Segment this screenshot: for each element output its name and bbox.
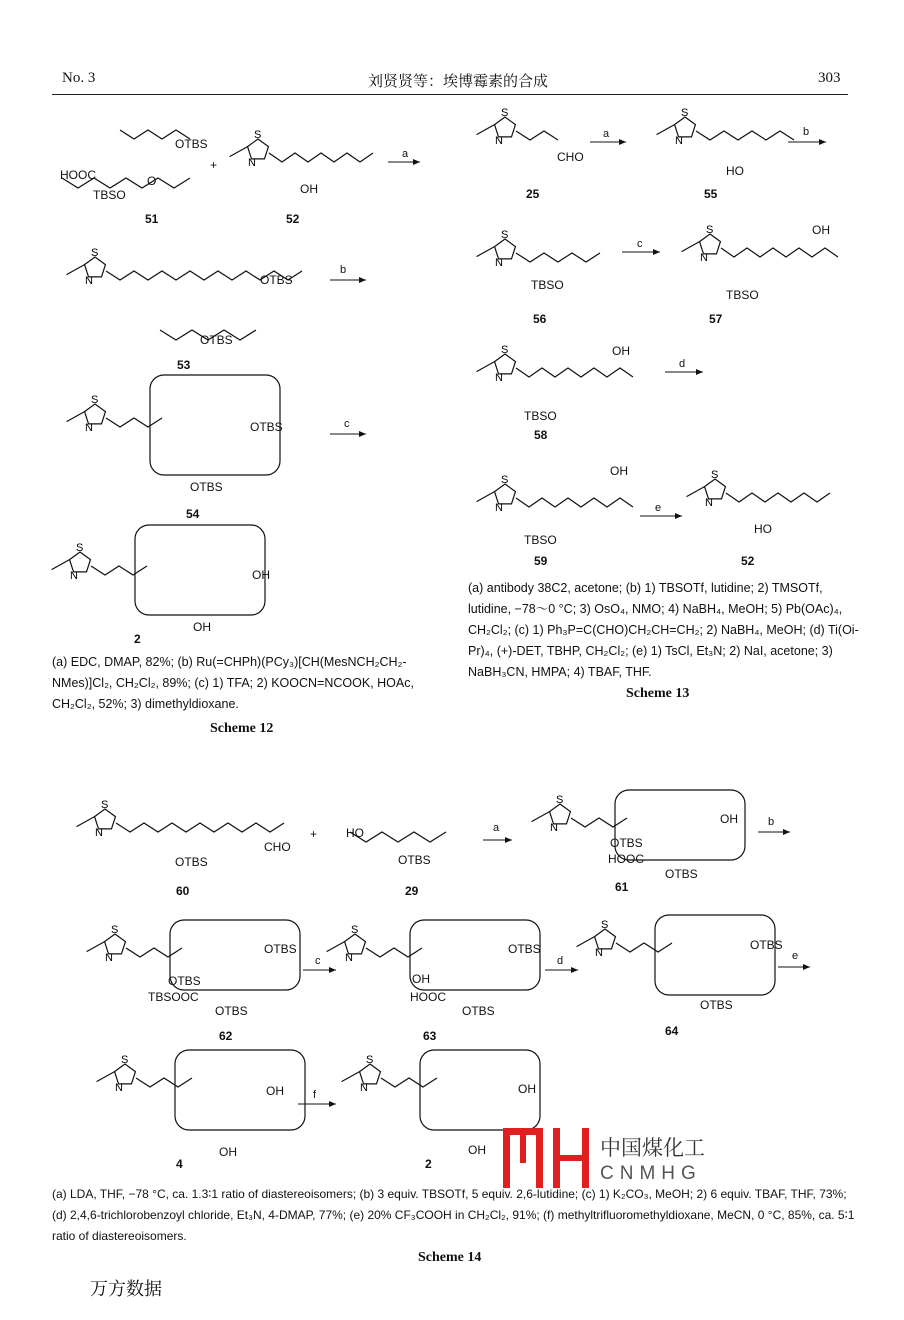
methyl-bond: [532, 812, 550, 822]
methyl-bond: [477, 492, 495, 502]
methyl-bond: [77, 817, 95, 827]
carbon-chain: [136, 1078, 192, 1087]
thiazole-ring: [675, 117, 696, 137]
sulfur-atom: S: [711, 469, 719, 481]
sulfur-atom: S: [501, 107, 509, 119]
atom-label: TBSOOC: [148, 990, 199, 1004]
atom-label: TBSO: [93, 188, 126, 202]
nitrogen-atom: N: [675, 135, 683, 147]
sulfur-atom: S: [556, 794, 564, 806]
atom-label: HOOC: [410, 990, 446, 1004]
compound-number: 2: [134, 632, 141, 646]
methyl-bond: [67, 412, 85, 422]
scheme13-caption: (a) antibody 38C2, acetone; (b) 1) TBSOTf, lutidine; 2) TMSOTf, lutidine, −78～0 °C; 3) OsO₄, NMO; 4) NaBH₄, MeOH; 5) Pb(OAc)₄, CH₂Cl₂; (c) 1) Ph₃P=C(CHO)CH₂CH=CH₂; 2) NaBH₄, MeOH; (d) Ti(Oi-Pr)₄, (+)-DET, TBHP, CH₂Cl₂; (e) 1) TsCl, Et₃N; 2) NaI, acetone; 3) NaBH₃CN, HMPA; 4) TBAF, THF.: [468, 581, 859, 679]
nitrogen-atom: N: [95, 827, 103, 839]
macrocycle-ring: [135, 525, 265, 615]
scheme12-caption: (a) EDC, DMAP, 82%; (b) Ru(=CHPh)(PCy₃)[CH(MesNCH₂CH₂-NMes)]Cl₂, CH₂Cl₂, 89%; (c) 1) TFA; 2) KOOCN=NCOOK, HOAc, CH₂Cl₂, 52%; 3) dimethyldioxane.: [52, 655, 414, 711]
atom-label: OTBS: [175, 137, 208, 151]
atom-label: HO: [346, 826, 364, 840]
step-label: f: [313, 1089, 317, 1101]
arrow-head: [329, 967, 336, 973]
step-label: b: [768, 816, 775, 828]
step-label: c: [344, 418, 350, 430]
atom-label: OH: [219, 1145, 237, 1159]
atom-label: OH: [612, 344, 630, 358]
watermark-logo: [503, 1128, 589, 1188]
methyl-bond: [97, 1072, 115, 1082]
nitrogen-atom: N: [360, 1082, 368, 1094]
compound-number: 57: [709, 312, 723, 326]
atom-label: TBSO: [524, 533, 557, 547]
thiazole-ring: [345, 934, 366, 954]
atom-label: OH: [468, 1143, 486, 1157]
atom-label: HO: [754, 522, 772, 536]
compound-number: 51: [145, 212, 159, 226]
carbon-chain: [516, 253, 600, 262]
thiazole-ring: [85, 257, 106, 277]
arrow-head: [505, 837, 512, 843]
nitrogen-atom: N: [700, 252, 708, 264]
journal-issue: No. 3: [62, 70, 96, 86]
arrow-head: [803, 964, 810, 970]
sulfur-atom: S: [501, 474, 509, 486]
sulfur-atom: S: [501, 229, 509, 241]
compound-number: 58: [534, 428, 548, 442]
atom-label: O: [147, 174, 157, 188]
nitrogen-atom: N: [495, 257, 503, 269]
atom-label: OTBS: [264, 942, 297, 956]
arrow-head: [819, 139, 826, 145]
thiazole-ring: [705, 479, 726, 499]
atom-label: OH: [610, 464, 628, 478]
nitrogen-atom: N: [248, 157, 256, 169]
arrow-head: [696, 369, 703, 375]
compound-number: 59: [534, 554, 548, 568]
atom-label: OTBS: [168, 974, 201, 988]
atom-label: OTBS: [260, 273, 293, 287]
nitrogen-atom: N: [85, 275, 93, 287]
watermark-chinese: 中国煤化工: [600, 1137, 705, 1160]
compound-number: 62: [219, 1029, 233, 1043]
methyl-bond: [577, 937, 595, 947]
methyl-bond: [477, 247, 495, 257]
sulfur-atom: S: [351, 924, 359, 936]
methyl-bond: [87, 942, 105, 952]
compound-number: 60: [176, 884, 190, 898]
nitrogen-atom: N: [705, 497, 713, 509]
methyl-bond: [687, 487, 705, 497]
sulfur-atom: S: [111, 924, 119, 936]
nitrogen-atom: N: [105, 952, 113, 964]
scheme14-title: Scheme 14: [418, 1250, 482, 1265]
nitrogen-atom: N: [115, 1082, 123, 1094]
arrow-head: [783, 829, 790, 835]
carbon-chain: [366, 948, 422, 957]
carbon-chain: [116, 823, 284, 832]
atom-label: OTBS: [200, 333, 233, 347]
atom-label: OTBS: [215, 1004, 248, 1018]
plus-sign: +: [210, 158, 218, 172]
atom-label: TBSO: [531, 278, 564, 292]
carbon-chain: [696, 131, 794, 140]
compound-number: 2: [425, 1157, 432, 1171]
step-label: d: [679, 358, 686, 370]
compound-number: 56: [533, 312, 547, 326]
nitrogen-atom: N: [70, 570, 78, 582]
arrow-head: [571, 967, 578, 973]
carbon-chain: [726, 493, 830, 502]
scheme12-title: Scheme 12: [210, 721, 274, 736]
sulfur-atom: S: [501, 344, 509, 356]
atom-label: OTBS: [508, 942, 541, 956]
compound-number: 52: [286, 212, 300, 226]
watermark-latin: CNMHG: [600, 1163, 702, 1184]
page-number: 303: [818, 70, 841, 86]
step-label: a: [493, 822, 500, 834]
methyl-bond: [477, 125, 495, 135]
sulfur-atom: S: [366, 1054, 374, 1066]
carbon-chain: [616, 943, 672, 952]
atom-label: OTBS: [610, 836, 643, 850]
arrow-head: [653, 249, 660, 255]
scheme14-caption: (a) LDA, THF, −78 °C, ca. 1.3∶1 ratio of diastereoisomers; (b) 3 equiv. TBSOTf, 5 equiv. 2,6-lutidine; (c) 1) K₂CO₃, MeOH; 2) 6 equiv. TBAF, THF, 73%; (d) 2,4,6-trichlorobenzoyl chloride, Et₃N, 4-DMAP, 77%; (e) 20% CF₃COOH in CH₂Cl₂, 91%; (f) methyltrifluoromethyldioxane, MeCN, 0 °C, 85%, ca. 5∶1 ratio of diastereoisomers.: [52, 1187, 855, 1243]
compound-number: 53: [177, 358, 191, 372]
compound-number: 64: [665, 1024, 679, 1038]
running-title: 刘贤贤等：埃博霉素的合成: [368, 74, 549, 90]
step-label: c: [315, 955, 321, 967]
methyl-bond: [67, 265, 85, 275]
nitrogen-atom: N: [85, 422, 93, 434]
compound-number: 63: [423, 1029, 437, 1043]
arrow-head: [359, 431, 366, 437]
thiazole-ring: [495, 484, 516, 504]
compound-number: 55: [704, 187, 718, 201]
footer-source: 万方数据: [90, 1279, 162, 1299]
arrow-head: [619, 139, 626, 145]
thiazole-ring: [495, 117, 516, 137]
atom-label: OTBS: [700, 998, 733, 1012]
nitrogen-atom: N: [495, 135, 503, 147]
atom-label: OH: [720, 812, 738, 826]
sulfur-atom: S: [91, 394, 99, 406]
atom-label: OTBS: [665, 867, 698, 881]
step-label: b: [803, 126, 810, 138]
thiazole-ring: [70, 552, 91, 572]
atom-label: OH: [412, 972, 430, 986]
carbon-chain: [516, 498, 633, 507]
nitrogen-atom: N: [495, 502, 503, 514]
atom-label: OTBS: [250, 420, 283, 434]
atom-label: OTBS: [190, 480, 223, 494]
nitrogen-atom: N: [345, 952, 353, 964]
methyl-bond: [230, 147, 248, 157]
nitrogen-atom: N: [495, 372, 503, 384]
sulfur-atom: S: [254, 129, 262, 141]
carbon-chain: [721, 248, 838, 257]
thiazole-ring: [700, 234, 721, 254]
thiazole-ring: [495, 354, 516, 374]
atom-label: HO: [726, 164, 744, 178]
sulfur-atom: S: [91, 247, 99, 259]
carbon-chain: [381, 1078, 437, 1087]
thiazole-ring: [595, 929, 616, 949]
macrocycle-ring: [655, 915, 775, 995]
compound-number: 25: [526, 187, 540, 201]
step-label: b: [340, 264, 347, 276]
atom-label: OH: [252, 568, 270, 582]
carbon-chain: [571, 818, 627, 827]
compound-number: 4: [176, 1157, 183, 1171]
atom-label: OH: [300, 182, 318, 196]
thiazole-ring: [495, 239, 516, 259]
carbon-chain: [516, 131, 558, 140]
thiazole-ring: [95, 809, 116, 829]
nitrogen-atom: N: [595, 947, 603, 959]
methyl-bond: [477, 362, 495, 372]
sulfur-atom: S: [601, 919, 609, 931]
arrow-head: [413, 159, 420, 165]
methyl-bond: [657, 125, 675, 135]
sulfur-atom: S: [706, 224, 714, 236]
step-label: e: [792, 950, 799, 962]
compound-number: 54: [186, 507, 200, 521]
atom-label: OH: [812, 223, 830, 237]
nitrogen-atom: N: [550, 822, 558, 834]
atom-label: HOOC: [608, 852, 644, 866]
macrocycle-ring: [175, 1050, 305, 1130]
arrow-head: [359, 277, 366, 283]
atom-label: TBSO: [726, 288, 759, 302]
thiazole-ring: [85, 404, 106, 424]
compound-number: 52: [741, 554, 755, 568]
scheme13-title: Scheme 13: [626, 686, 690, 701]
atom-label: OTBS: [462, 1004, 495, 1018]
atom-label: OH: [266, 1084, 284, 1098]
methyl-bond: [52, 560, 70, 570]
thiazole-ring: [115, 1064, 136, 1084]
step-label: c: [637, 238, 643, 250]
plus-sign: +: [310, 827, 318, 841]
carbon-chain: [269, 153, 373, 162]
arrow-head: [329, 1101, 336, 1107]
carbon-chain: [350, 832, 446, 842]
carbon-chain: [106, 418, 162, 427]
thiazole-ring: [105, 934, 126, 954]
atom-label: OTBS: [750, 938, 783, 952]
thiazole-ring: [360, 1064, 381, 1084]
step-label: e: [655, 502, 662, 514]
sulfur-atom: S: [101, 799, 109, 811]
atom-label: HOOC: [60, 168, 96, 182]
carbon-chain: [516, 368, 633, 377]
atom-label: OH: [193, 620, 211, 634]
thiazole-ring: [550, 804, 571, 824]
carbon-chain: [126, 948, 182, 957]
atom-label: OTBS: [175, 855, 208, 869]
compound-number: 61: [615, 880, 629, 894]
arrow-head: [675, 513, 682, 519]
step-label: a: [603, 128, 610, 140]
sulfur-atom: S: [681, 107, 689, 119]
atom-label: OTBS: [398, 853, 431, 867]
atom-label: CHO: [557, 150, 584, 164]
carbon-chain: [91, 566, 147, 575]
methyl-bond: [342, 1072, 360, 1082]
atom-label: CHO: [264, 840, 291, 854]
compound-number: 29: [405, 884, 419, 898]
thiazole-ring: [248, 139, 269, 159]
atom-label: OH: [518, 1082, 536, 1096]
step-label: a: [402, 148, 409, 160]
sulfur-atom: S: [121, 1054, 129, 1066]
methyl-bond: [682, 242, 700, 252]
atom-label: TBSO: [524, 409, 557, 423]
step-label: d: [557, 955, 564, 967]
methyl-bond: [327, 942, 345, 952]
sulfur-atom: S: [76, 542, 84, 554]
